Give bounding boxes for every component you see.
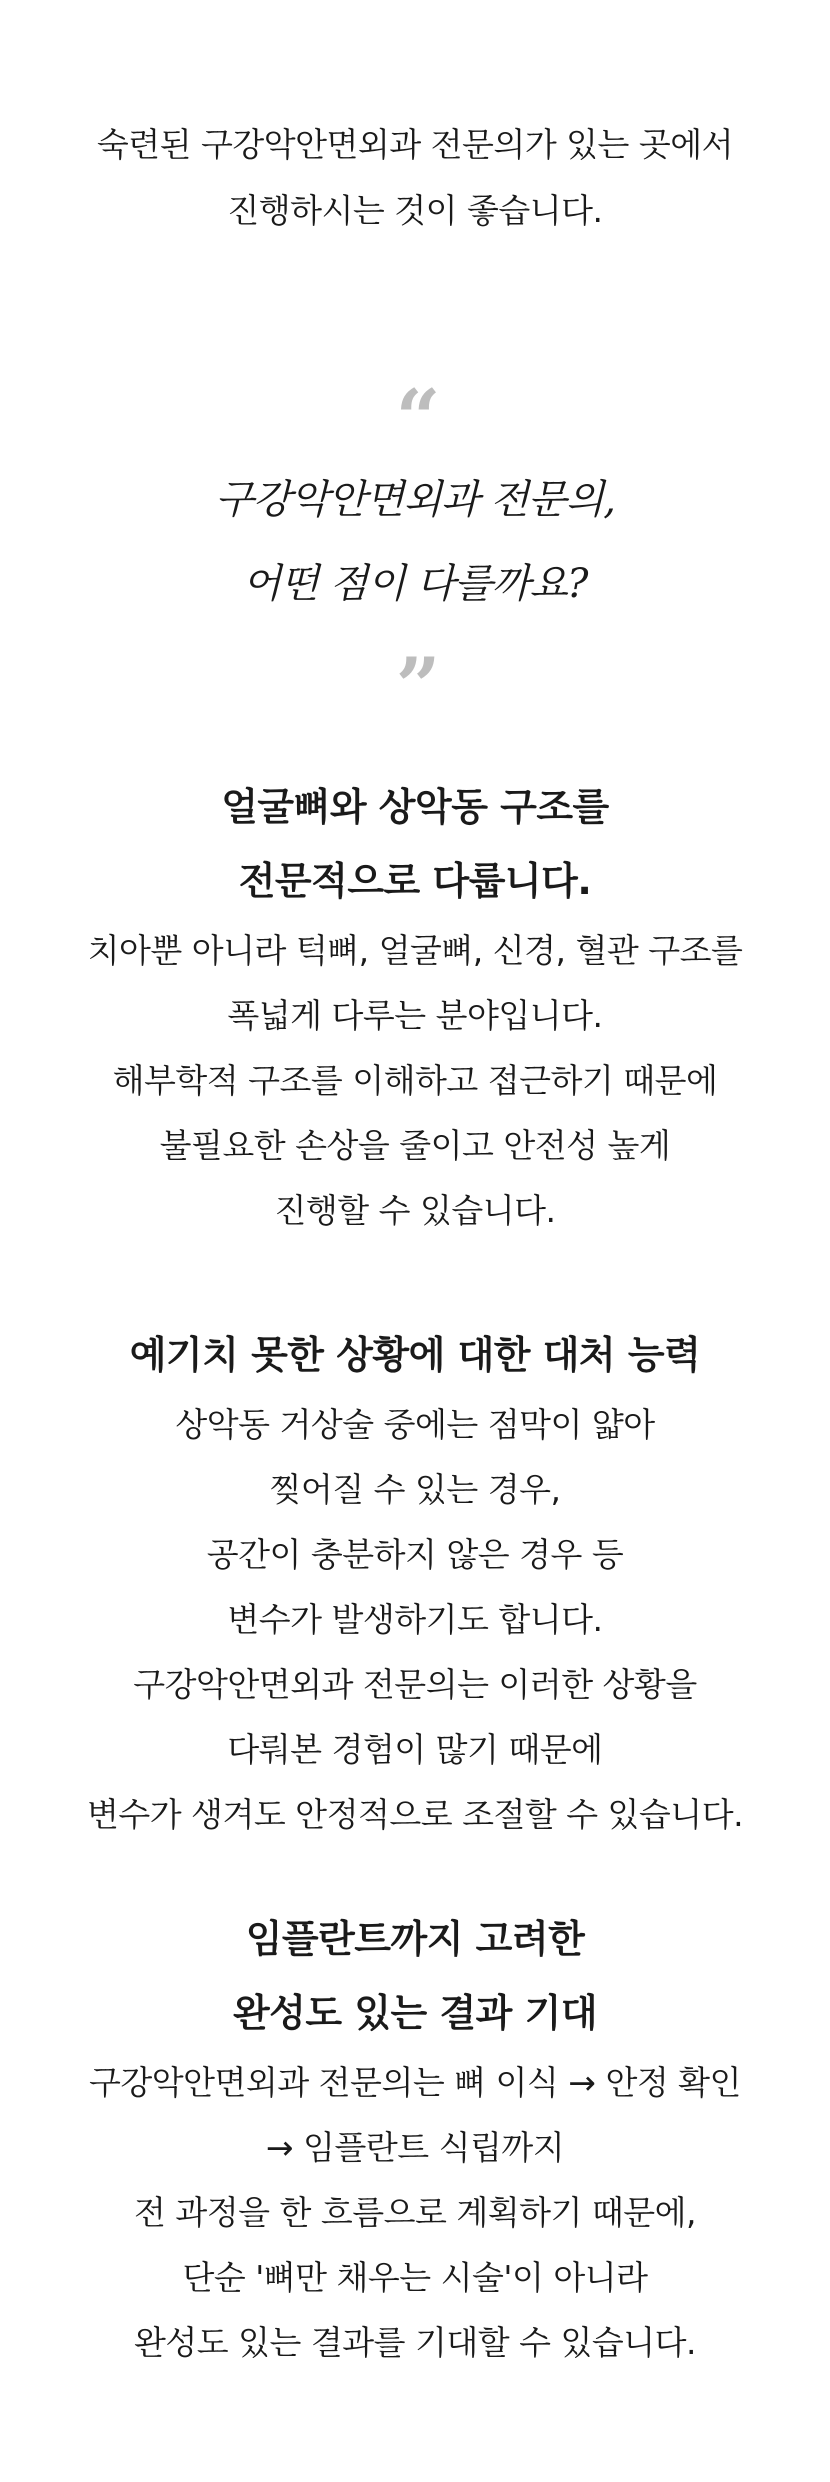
pull-quote — [0, 458, 830, 626]
section-body-line: 완성도 있는 결과를 기대할 수 있습니다. — [134, 2323, 696, 2362]
section-title — [0, 1902, 830, 2050]
section-body-line: 단순 '뼈만 채우는 시술'이 아니라 — [182, 2258, 648, 2297]
section-body-line: 불필요한 손상을 줄이고 안전성 높게 — [159, 1126, 671, 1165]
section-title-line: 예기치 못한 상황에 대한 대처 능력 — [129, 1333, 701, 1377]
section-body-line: 상악동 거상술 중에는 점막이 얇아 — [175, 1405, 655, 1444]
section-body-line: 구강악안면외과 전문의는 뼈 이식 → 안정 확인 — [89, 2063, 741, 2102]
section-title — [0, 1318, 830, 1392]
section-body-line: 변수가 생겨도 안정적으로 조절할 수 있습니다. — [86, 1795, 744, 1834]
close-quote-icon: ” — [395, 641, 435, 732]
section-body-line: 진행할 수 있습니다. — [274, 1191, 556, 1230]
section-body — [0, 918, 830, 1243]
pull-quote-line: 어떤 점이 다를까요? — [242, 561, 588, 607]
section-body-line: 구강악안면외과 전문의는 이러한 상황을 — [133, 1665, 697, 1704]
section-body-line: → 임플란트 식립까지 — [265, 2128, 565, 2167]
section-title-line: 얼굴뼈와 상악동 구조를 — [221, 785, 609, 829]
section-body-line: 다뤄본 경험이 많기 때문에 — [227, 1730, 603, 1769]
section-body-line: 전 과정을 한 흐름으로 계획하기 때문에, — [134, 2193, 696, 2232]
intro-paragraph — [0, 112, 830, 244]
section-emergency-response — [0, 1318, 830, 1847]
section-body-line: 찢어질 수 있는 경우, — [269, 1470, 561, 1509]
section-body-line: 변수가 발생하기도 합니다. — [227, 1600, 603, 1639]
section-body — [0, 1392, 830, 1847]
section-facial-bone-structure — [0, 770, 830, 1243]
intro-line: 진행하시는 것이 좋습니다. — [227, 191, 603, 230]
section-title-line: 완성도 있는 결과 기대 — [232, 1991, 598, 2035]
section-body-line: 치아뿐 아니라 턱뼈, 얼굴뼈, 신경, 혈관 구조를 — [87, 931, 743, 970]
section-title-line: 전문적으로 다룹니다. — [238, 859, 592, 903]
section-title-line: 임플란트까지 고려한 — [245, 1917, 585, 1961]
intro-line: 숙련된 구강악안면외과 전문의가 있는 곳에서 — [96, 125, 734, 164]
section-body-line: 폭넓게 다루는 분야입니다. — [227, 996, 603, 1035]
section-implant-planning — [0, 1902, 830, 2375]
open-quote-icon: “ — [395, 373, 435, 464]
section-body — [0, 2050, 830, 2375]
section-title — [0, 770, 830, 918]
section-body-line: 해부학적 구조를 이해하고 접근하기 때문에 — [112, 1061, 718, 1100]
pull-quote-line: 구강악안면외과 전문의, — [215, 477, 615, 523]
section-body-line: 공간이 충분하지 않은 경우 등 — [206, 1535, 624, 1574]
